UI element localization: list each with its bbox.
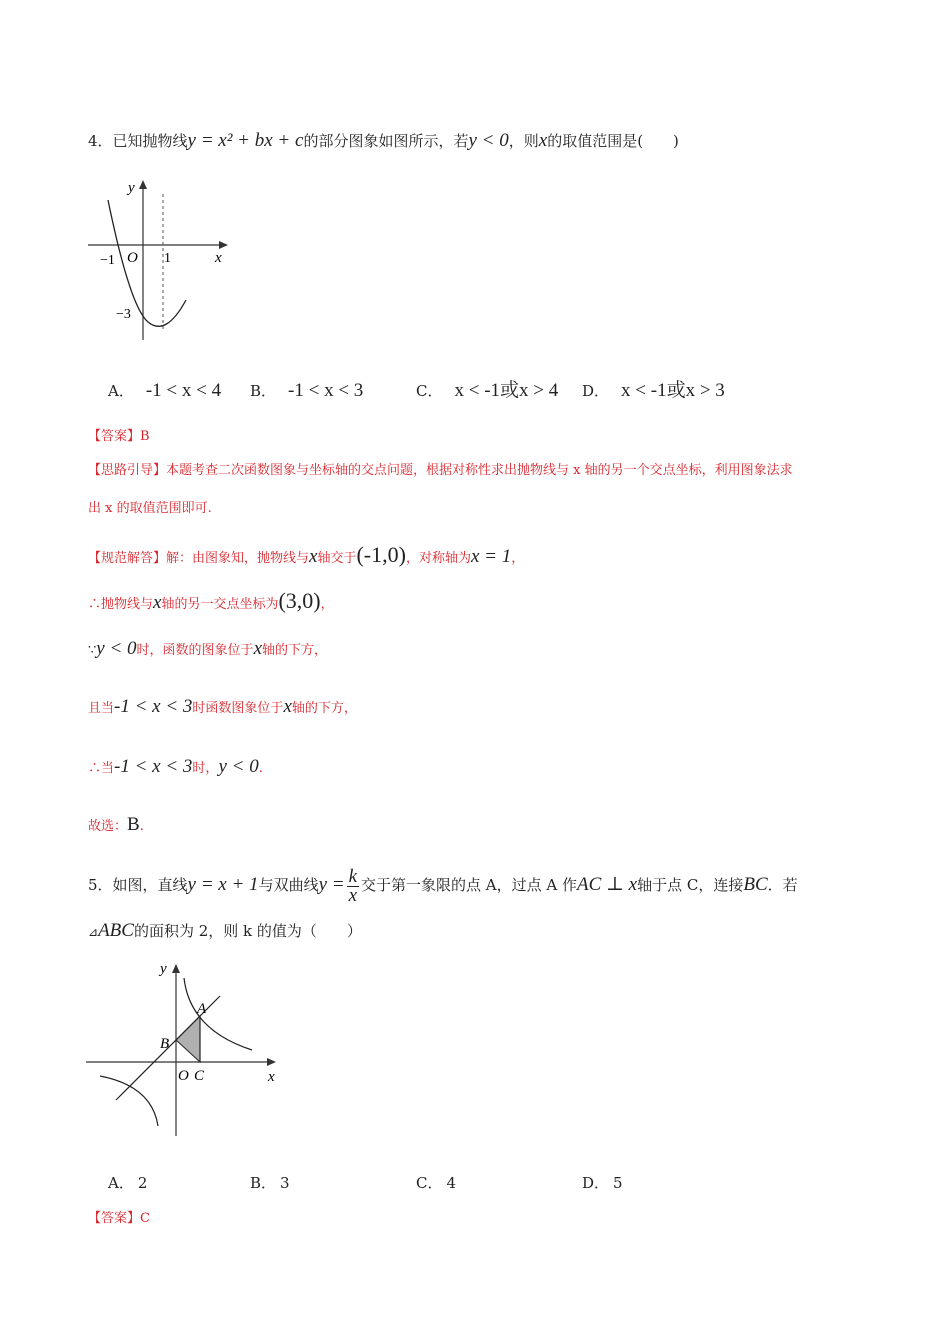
q5-triangle-symbol: ⊿ bbox=[88, 925, 99, 939]
q5-label-b: B bbox=[160, 1036, 170, 1052]
q4-sol1-point: (-1,0) bbox=[356, 542, 406, 567]
q4-answer bbox=[88, 426, 150, 448]
q4-sol1-c: ，对称轴为 bbox=[405, 551, 471, 566]
q4-sol3-x: x bbox=[253, 638, 262, 659]
q5-answer bbox=[88, 1208, 150, 1230]
q5-label-c: C bbox=[194, 1068, 205, 1084]
q5-y-arrow bbox=[172, 964, 180, 973]
q5-hyperbola-branch-3 bbox=[100, 1076, 158, 1126]
q5-stem-mid3: 轴于点 C，连接 bbox=[637, 876, 744, 894]
q4-option-d-text: x < -1或x > 3 bbox=[621, 380, 725, 401]
q4-option-b[interactable] bbox=[250, 380, 363, 402]
q5-option-a-text: 2 bbox=[137, 1174, 148, 1192]
q5-option-c[interactable] bbox=[416, 1172, 456, 1194]
q4-stem-cond: y < 0 bbox=[468, 130, 509, 151]
q5-hyper-fraction bbox=[347, 865, 359, 906]
q4-stem-formula: y = x² + bx + c bbox=[187, 130, 304, 151]
q4-sol2-b: 轴的另一交点坐标为 bbox=[161, 597, 279, 612]
q4-sol2-a: ∴抛物线与 bbox=[88, 597, 154, 612]
q4-solution-line2 bbox=[88, 590, 334, 616]
q5-line-equation: y = x + 1 bbox=[187, 874, 259, 895]
q4-sol2-c: ， bbox=[320, 597, 334, 612]
q4-stem-suffix: 的取值范围是( ) bbox=[547, 132, 679, 150]
q4-option-c-text: x < -1或x > 4 bbox=[454, 380, 559, 401]
q4-option-a-letter: A． bbox=[108, 382, 134, 400]
q4-sol4-cond: -1 < x < 3 bbox=[114, 696, 193, 717]
q5-option-d-letter: D． bbox=[582, 1174, 610, 1192]
q4-sol6-answer: B bbox=[127, 814, 140, 835]
q4-hint-line2: 出 x 的取值范围即可. bbox=[88, 501, 212, 516]
q4-sol6-a: 故选： bbox=[88, 819, 128, 834]
q4-sol5-b: 时， bbox=[192, 761, 219, 776]
q4-answer-tag: 【答案】 bbox=[88, 429, 141, 444]
q4-stem-mid: 的部分图象如图所示，若 bbox=[303, 132, 469, 150]
q4-hint-text1: 本题考查二次函数图象与坐标轴的交点问题，根据对称性求出抛物线与 x 轴的另一个交点坐标，利用图象法求 bbox=[166, 463, 793, 478]
q5-stem-line2 bbox=[88, 920, 362, 943]
q5-label-o: O bbox=[178, 1068, 189, 1084]
q4-label-y: y bbox=[128, 180, 135, 196]
q4-sol4-b: 时函数图象位于 bbox=[192, 701, 284, 716]
q5-x-arrow bbox=[267, 1058, 276, 1066]
q5-bc: BC bbox=[743, 874, 768, 895]
q4-option-b-letter: B． bbox=[250, 382, 277, 400]
q5-option-b[interactable] bbox=[250, 1172, 290, 1194]
q4-stem-var: x bbox=[538, 130, 548, 151]
q5-option-a[interactable] bbox=[108, 1172, 147, 1194]
q4-stem-prefix: 4．已知抛物线 bbox=[88, 132, 188, 150]
q4-sol3-cond: y < 0 bbox=[96, 638, 137, 659]
q4-stem bbox=[88, 130, 679, 152]
q4-solution-line6 bbox=[88, 814, 144, 838]
q5-hyper-numerator: k bbox=[348, 865, 358, 887]
q5-stem-suffix: ．若 bbox=[767, 876, 798, 894]
q4-sol2-point: (3,0) bbox=[278, 588, 321, 613]
q5-option-c-letter: C． bbox=[416, 1174, 443, 1192]
q4-option-c-letter: C． bbox=[416, 382, 443, 400]
q5-option-a-letter: A． bbox=[108, 1174, 134, 1192]
q5-option-d[interactable] bbox=[582, 1172, 623, 1194]
q4-sol3-c: 轴的下方， bbox=[262, 643, 328, 658]
q5-abc: ABC bbox=[98, 920, 134, 941]
q5-stem-prefix: 5．如图，直线 bbox=[88, 876, 188, 894]
q4-answer-value: B bbox=[140, 429, 150, 444]
q4-hint-line1 bbox=[88, 460, 793, 482]
q4-sol1-b: 轴交于 bbox=[317, 551, 357, 566]
q4-sol4-c: 轴的下方， bbox=[291, 701, 357, 716]
q5-option-d-text: 5 bbox=[613, 1174, 623, 1192]
q4-solution-line4 bbox=[88, 696, 357, 720]
q5-label-a: A bbox=[197, 1001, 207, 1017]
q5-answer-tag: 【答案】 bbox=[88, 1211, 141, 1226]
q4-option-c[interactable] bbox=[416, 380, 558, 402]
q4-sol3-a: ∵ bbox=[88, 643, 97, 658]
q5-triangle-abc bbox=[176, 1016, 200, 1062]
q5-hyperbola-figure bbox=[86, 956, 286, 1138]
q5-hyper-lhs: y = bbox=[318, 874, 345, 895]
q4-sol4-x: x bbox=[283, 696, 292, 717]
q4-parabola-figure bbox=[88, 172, 248, 347]
q4-sol5-a: ∴当 bbox=[88, 761, 115, 776]
q4-option-a-text: -1 < x < 4 bbox=[145, 380, 222, 401]
q4-sol5-c: . bbox=[258, 761, 263, 776]
q4-sol1-d: ， bbox=[511, 551, 525, 566]
q5-hyper-denominator: x bbox=[348, 884, 358, 906]
q5-option-b-text: 3 bbox=[280, 1174, 290, 1192]
q4-solution-tag: 【规范解答】 bbox=[88, 551, 167, 566]
q5-stem-line1 bbox=[88, 864, 798, 906]
q5-label-y: y bbox=[160, 961, 167, 977]
q4-option-b-text: -1 < x < 3 bbox=[288, 380, 364, 401]
q4-sol4-a: 且当 bbox=[88, 701, 115, 716]
q4-hint-tag: 【思路引导】 bbox=[88, 463, 167, 478]
q5-label-x: x bbox=[268, 1069, 275, 1085]
q4-label-neg1: −1 bbox=[100, 253, 115, 268]
q4-x-arrow bbox=[219, 241, 228, 249]
q5-option-b-letter: B． bbox=[250, 1174, 277, 1192]
q4-sol5-result: y < 0 bbox=[218, 756, 259, 777]
q4-solution-line3 bbox=[88, 638, 327, 662]
q4-sol1-a: 解：由图象知，抛物线与 bbox=[166, 551, 310, 566]
q4-solution-line1 bbox=[88, 544, 524, 570]
q4-label-neg3: −3 bbox=[116, 307, 131, 322]
q4-sol6-b: . bbox=[139, 819, 144, 834]
q4-option-a[interactable] bbox=[108, 380, 221, 402]
q4-solution-line5 bbox=[88, 756, 263, 780]
q5-answer-value: C bbox=[140, 1211, 150, 1226]
q4-option-d[interactable] bbox=[582, 380, 725, 402]
q5-option-c-text: 4 bbox=[446, 1174, 457, 1192]
q4-sol2-x: x bbox=[153, 592, 162, 613]
q4-option-d-letter: D． bbox=[582, 382, 610, 400]
q5-stem-mid: 与双曲线 bbox=[258, 876, 319, 894]
q4-sol1-x: x bbox=[309, 546, 318, 567]
q4-sol3-b: 时，函数的图象位于 bbox=[136, 643, 254, 658]
q4-sol5-cond: -1 < x < 3 bbox=[114, 756, 193, 777]
q4-label-1: 1 bbox=[164, 251, 171, 266]
q5-perp: AC ⊥ x bbox=[577, 874, 638, 895]
q4-sol1-axis: x = 1 bbox=[470, 546, 512, 567]
q5-stem-rest: 的面积为 2，则 k 的值为（ ） bbox=[133, 922, 362, 940]
q4-label-x: x bbox=[215, 250, 222, 266]
q4-y-arrow bbox=[139, 180, 147, 189]
q5-stem-mid2: 交于第一象限的点 A，过点 A 作 bbox=[361, 876, 578, 894]
q4-stem-mid2: ，则 bbox=[508, 132, 539, 150]
q4-label-o: O bbox=[127, 250, 138, 266]
